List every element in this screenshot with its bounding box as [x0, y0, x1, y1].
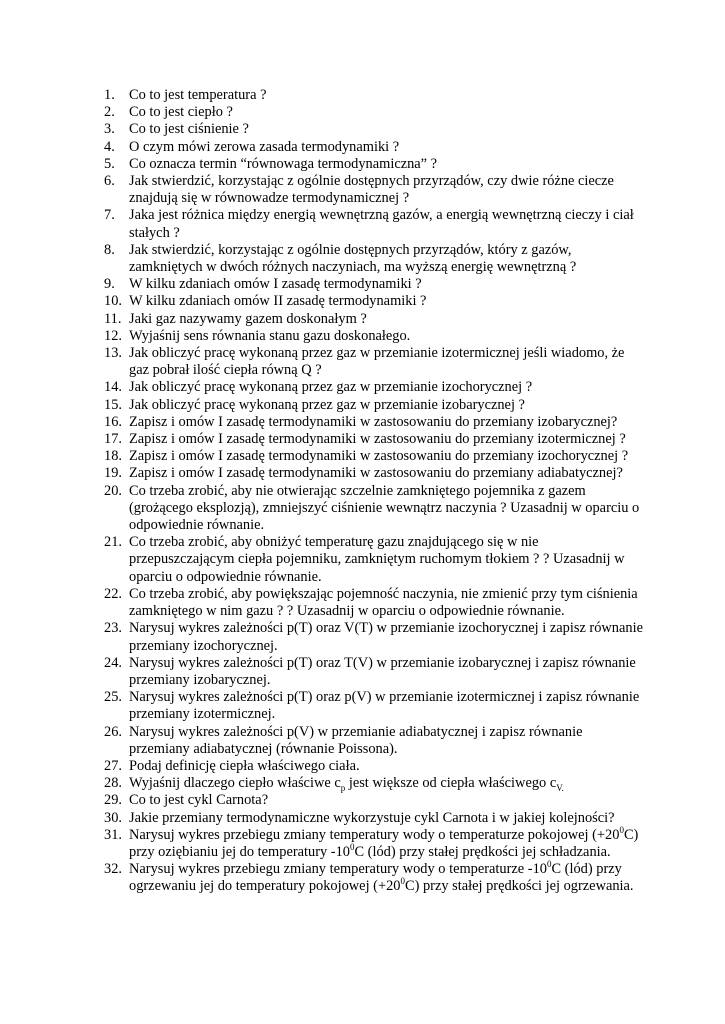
question-item	[104, 87, 644, 104]
question-number: 6.	[104, 173, 115, 190]
question-item	[104, 792, 644, 809]
question-item	[104, 397, 644, 414]
subscript: V.	[556, 783, 564, 793]
text-run: Zapisz i omów I zasadę termodynamiki w zastosowaniu do przemiany izobarycznej?	[129, 413, 618, 430]
question-text	[129, 483, 644, 535]
question-number: 4.	[104, 138, 115, 155]
question-item	[104, 483, 644, 535]
question-number: 9.	[104, 276, 115, 293]
text-run: Jak obliczyć pracę wykonaną przez gaz w przemianie izobarycznej ?	[129, 396, 525, 413]
question-text	[129, 242, 644, 276]
question-number: 13.	[104, 345, 122, 362]
text-run: C) przy stałej prędkości jej ogrzewania.	[404, 878, 634, 895]
question-number: 5.	[104, 155, 115, 172]
question-item	[104, 139, 644, 156]
question-number: 2.	[104, 104, 115, 121]
text-run: Co trzeba zrobić, aby powiększając pojemność naczynia, nie zmienić przy tym ciśnienia zamkniętego w nim gazu ? ? Uzasadnij w oparciu o odpowiednie równanie.	[129, 585, 638, 620]
question-number: 12.	[104, 327, 122, 344]
question-item	[104, 758, 644, 775]
text-run: Narysuj wykres przebiegu zmiany temperatury wody o temperaturze pokojowej (+20	[129, 826, 620, 843]
superscript: 0	[619, 824, 624, 835]
text-run: Zapisz i omów I zasadę termodynamiki w zastosowaniu do przemiany adiabatycznej?	[129, 465, 623, 482]
question-number: 27.	[104, 757, 122, 774]
question-item	[104, 824, 644, 861]
question-item	[104, 465, 644, 482]
question-item	[104, 207, 644, 241]
question-item	[104, 655, 644, 689]
question-text	[129, 139, 644, 156]
text-run: W kilku zdaniach omów II zasadę termodynamiki ?	[129, 293, 427, 310]
text-run: Co to jest ciśnienie ?	[129, 121, 249, 138]
question-number: 32.	[104, 861, 122, 878]
question-text	[129, 431, 644, 448]
text-run: Co to jest ciepło ?	[129, 104, 233, 121]
question-item	[104, 242, 644, 276]
question-number: 18.	[104, 448, 122, 465]
question-text	[129, 724, 644, 758]
superscript: 0	[400, 876, 405, 887]
text-run: Co trzeba zrobić, aby nie otwierając szczelnie zamkniętego pojemnika z gazem (grożącego eksplozją), zmniejszyć ciśnienie wewnątrz naczynia ? Uzasadnij w oparciu o odpowiednie równanie.	[129, 482, 640, 534]
question-number: 16.	[104, 413, 122, 430]
question-text	[129, 620, 644, 654]
question-item	[104, 861, 644, 895]
question-item	[104, 293, 644, 310]
question-text	[129, 861, 644, 895]
question-item	[104, 448, 644, 465]
question-text	[129, 87, 644, 104]
text-run: C (lód) przy ogrzewaniu jej do temperatury pokojowej (+20	[129, 861, 622, 895]
text-run: Jak obliczyć pracę wykonaną przez gaz w przemianie izotermicznej jeśli wiadomo, że gaz pobrał ilość ciepła równą Q ?	[129, 345, 625, 379]
question-item	[104, 724, 644, 758]
text-run: W kilku zdaniach omów I zasadę termodynamiki ?	[129, 276, 422, 293]
question-text	[129, 104, 644, 121]
question-text	[129, 311, 644, 328]
text-run: Zapisz i omów I zasadę termodynamiki w zastosowaniu do przemiany izotermicznej ?	[129, 431, 626, 448]
question-text	[129, 448, 644, 465]
text-run: Jakie przemiany termodynamiczne wykorzystuje cykl Carnota i w jakiej kolejności?	[129, 809, 615, 826]
question-item	[104, 431, 644, 448]
text-run: Podaj definicję ciepła właściwego ciała.	[129, 757, 360, 774]
question-item	[104, 620, 644, 654]
question-number: 24.	[104, 654, 122, 671]
question-item	[104, 156, 644, 173]
text-run: Narysuj wykres przebiegu zmiany temperatury wody o temperaturze -10	[129, 861, 547, 878]
text-run: Jaki gaz nazywamy gazem doskonałym ?	[129, 310, 367, 327]
question-number: 17.	[104, 431, 122, 448]
text-run: O czym mówi zerowa zasada termodynamiki ?	[129, 138, 400, 155]
question-item	[104, 345, 644, 379]
superscript: 0	[349, 842, 355, 853]
question-text	[129, 121, 644, 138]
text-run: jest większe od ciepła właściwego c	[345, 775, 557, 792]
question-item	[104, 586, 644, 620]
text-run: Jak stwierdzić, korzystając z ogólnie dostępnych przyrządów, czy dwie różne ciecze znajdują się w równowadze termodynamicznej ?	[129, 173, 614, 207]
question-item	[104, 276, 644, 293]
text-run: Zapisz i omów I zasadę termodynamiki w zastosowaniu do przemiany izochorycznej ?	[129, 448, 629, 465]
text-run: Narysuj wykres zależności p(T) oraz V(T) w przemianie izochorycznej i zapisz równanie przemiany izochorycznej.	[129, 620, 643, 654]
question-number: 8.	[104, 241, 115, 258]
question-item	[104, 689, 644, 723]
text-run: C) przy oziębianiu jej do temperatury -10	[129, 826, 639, 860]
question-item	[104, 311, 644, 328]
question-number: 10.	[104, 293, 122, 310]
superscript: 0	[546, 859, 552, 870]
question-text	[129, 328, 644, 345]
question-number: 7.	[104, 207, 115, 224]
text-run: Jak stwierdzić, korzystając z ogólnie dostępnych przyrządów, który z gazów, zamkniętych w dwóch różnych naczyniach, ma wyższą energię wewnętrzną ?	[129, 241, 577, 276]
question-item	[104, 810, 644, 827]
text-run: Co trzeba zrobić, aby obniżyć temperaturę gazu znajdującego się w nie przepuszczającym ciepła pojemniku, zamkniętym ruchomym tłokiem ? ? Uzasadnij w oparciu o odpowiednie równanie.	[129, 534, 625, 585]
text-run: Co oznacza termin “równowaga termodynamiczna” ?	[129, 155, 438, 172]
question-number: 14.	[104, 379, 122, 396]
question-text	[129, 810, 644, 827]
question-number: 29.	[104, 792, 122, 809]
question-text	[129, 293, 644, 310]
question-item	[104, 775, 644, 792]
question-item	[104, 379, 644, 396]
question-number: 26.	[104, 723, 122, 740]
question-text	[129, 758, 644, 775]
question-number: 11.	[104, 310, 122, 327]
text-run: Wyjaśnij sens równania stanu gazu doskonałego.	[129, 327, 411, 344]
question-number: 23.	[104, 620, 122, 637]
text-run: Narysuj wykres zależności p(T) oraz T(V) w przemianie izobarycznej i zapisz równanie przemiany izobarycznej.	[129, 654, 636, 688]
text-run: Narysuj wykres zależności p(T) oraz p(V) w przemianie izotermicznej i zapisz równanie przemiany izotermicznej.	[129, 689, 640, 723]
text-run: C (lód) przy stałej prędkości jej schładzania.	[354, 843, 611, 860]
question-text	[129, 655, 644, 689]
subscript: p	[340, 783, 346, 793]
question-number: 1.	[104, 87, 115, 103]
question-text	[129, 207, 644, 241]
question-number: 15.	[104, 396, 122, 413]
question-number: 30.	[104, 809, 122, 826]
question-item	[104, 534, 644, 586]
text-run: Wyjaśnij dlaczego ciepło właściwe c	[129, 775, 341, 792]
question-list	[104, 87, 644, 896]
question-number: 31.	[104, 826, 122, 843]
question-item	[104, 328, 644, 345]
question-number: 19.	[104, 465, 122, 482]
question-text	[129, 534, 644, 586]
question-item	[104, 173, 644, 207]
text-run: Narysuj wykres zależności p(V) w przemianie adiabatycznej i zapisz równanie przemiany adiabatycznej (równanie Poissona).	[129, 723, 583, 757]
question-text	[129, 345, 644, 379]
question-item	[104, 414, 644, 431]
question-text	[129, 775, 644, 792]
question-item	[104, 104, 644, 121]
question-text	[129, 173, 644, 207]
question-number: 22.	[104, 585, 122, 602]
text-run: Co to jest temperatura ?	[129, 87, 267, 103]
question-text	[129, 156, 644, 173]
question-number: 28.	[104, 775, 122, 792]
question-text	[129, 465, 644, 482]
question-text	[129, 276, 644, 293]
question-text	[129, 397, 644, 414]
question-text	[129, 586, 644, 620]
question-number: 3.	[104, 121, 115, 138]
text-run: Jaka jest różnica między energią wewnętrzną gazów, a energią wewnętrzną cieczy i ciał stałych ?	[129, 207, 634, 241]
question-number: 21.	[104, 534, 122, 551]
question-text	[129, 689, 644, 723]
text-run: Co to jest cykl Carnota?	[129, 792, 269, 809]
question-number: 20.	[104, 482, 122, 499]
question-item	[104, 121, 644, 138]
question-text	[129, 414, 644, 431]
question-text	[129, 792, 644, 809]
question-text	[129, 824, 644, 861]
question-text	[129, 379, 644, 396]
text-run: Jak obliczyć pracę wykonaną przez gaz w przemianie izochorycznej ?	[129, 379, 533, 396]
question-number: 25.	[104, 689, 122, 706]
